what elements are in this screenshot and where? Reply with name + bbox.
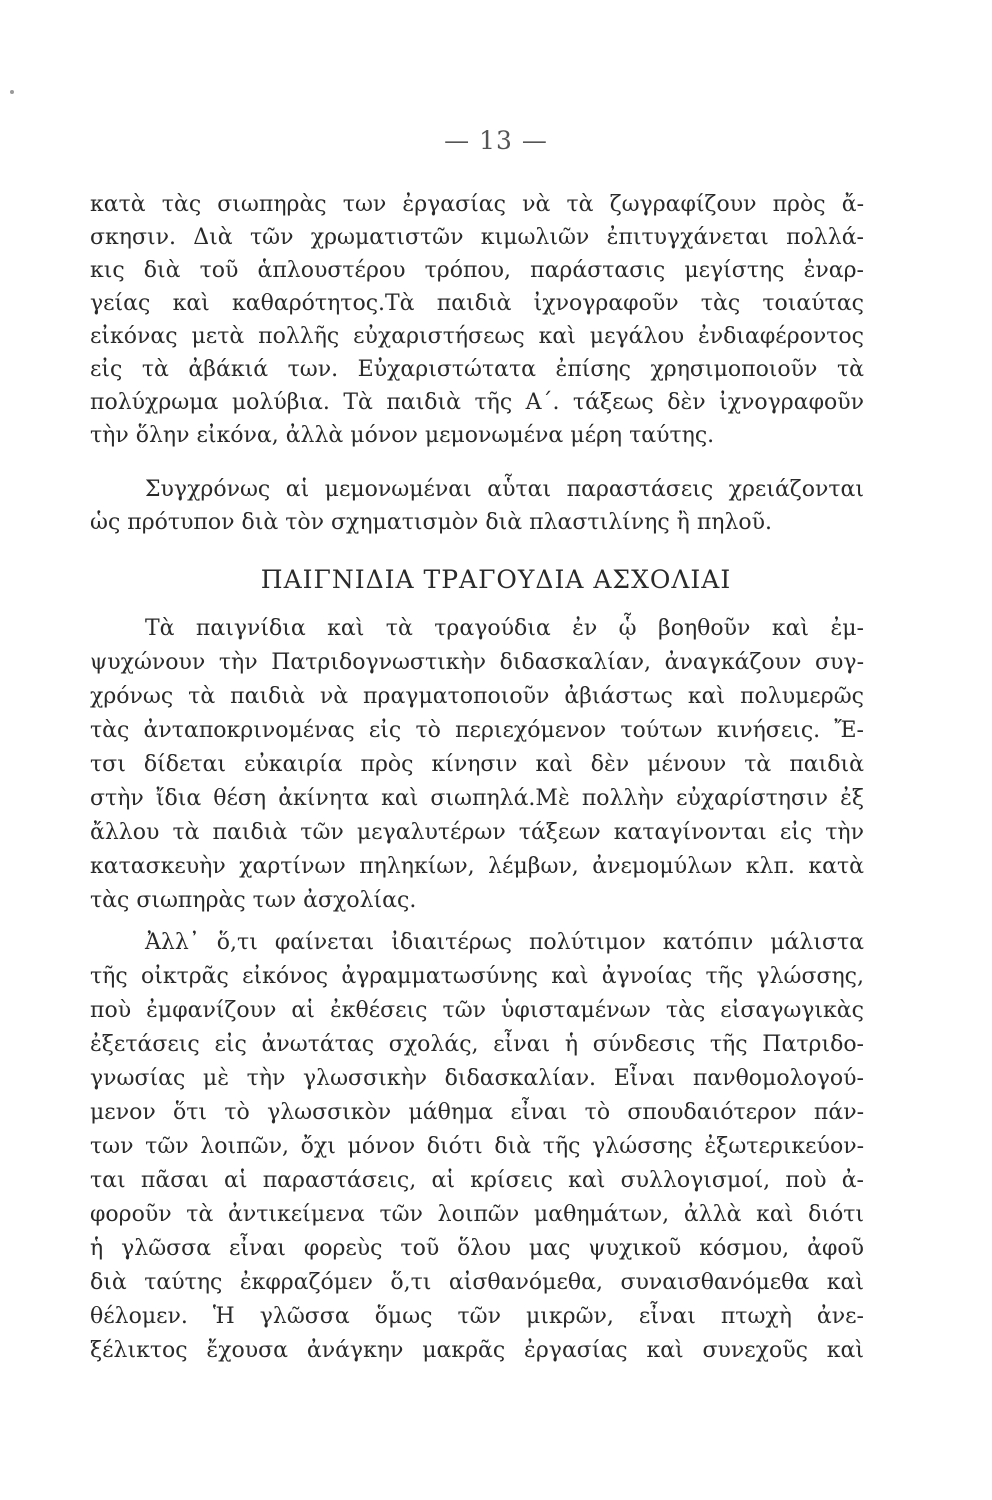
- text-line: Συγχρόνως αἱ μεμονωμέναι αὗται παραστάσεις χρειάζονται: [145, 477, 864, 502]
- text-line: τὰς ἀνταποκρινομένας εἰς τὸ περιεχόμενον τούτων κινήσεις. Ἔ-: [90, 718, 864, 743]
- text-line: πολύχρωμα μολύβια. Τὰ παιδιὰ τῆς Α΄. τάξεως δὲν ἰχνογραφοῦν: [90, 390, 864, 415]
- text-line: ψυχώνουν τὴν Πατριδογνωστικὴν διδασκαλίαν, ἀναγκάζουν συγ-: [90, 650, 864, 675]
- text-line: Τὰ παιγνίδια καὶ τὰ τραγούδια ἐν ᾧ βοηθοῦν καὶ ἐμ-: [145, 616, 864, 641]
- text-line: τὰς σιωπηρὰς των ἀσχολίας.: [90, 888, 417, 913]
- page-number: — 13 —: [444, 126, 548, 155]
- ink-speck: [10, 90, 14, 94]
- text-line: γείας καὶ καθαρότητος.Τὰ παιδιὰ ἰχνογραφοῦν τὰς τοιαύτας: [90, 291, 864, 316]
- text-line: κις διὰ τοῦ ἁπλουστέρου τρόπου, παράστασις μεγίστης ἐναρ-: [90, 258, 864, 283]
- text-line: Ἀλλ᾽ ὅ,τι φαίνεται ἰδιαιτέρως πολύτιμον κατόπιν μάλιστα: [145, 930, 864, 955]
- text-line: ἐξετάσεις εἰς ἀνωτάτας σχολάς, εἶναι ἡ σύνδεσις τῆς Πατριδο-: [90, 1032, 864, 1057]
- text-line: σκησιν. Διὰ τῶν χρωματιστῶν κιμωλιῶν ἐπιτυγχάνεται πολλά-: [90, 225, 864, 250]
- text-line: εἰς τὰ ἀβάκιά των. Εὐχαριστώτατα ἐπίσης χρησιμοποιοῦν τὰ: [90, 357, 864, 382]
- text-line: τῆς οἰκτρᾶς εἰκόνος ἀγραμματωσύνης καὶ ἀγνοίας τῆς γλώσσης,: [90, 964, 864, 989]
- text-line: φοροῦν τὰ ἀντικείμενα τῶν λοιπῶν μαθημάτων, ἀλλὰ καὶ διότι: [90, 1202, 864, 1227]
- text-line: εἰκόνας μετὰ πολλῆς εὐχαριστήσεως καὶ μεγάλου ἐνδιαφέροντος: [90, 324, 864, 349]
- text-line: ξέλικτος ἔχουσα ἀνάγκην μακρᾶς ἐργασίας καὶ συνεχοῦς καὶ: [90, 1338, 864, 1363]
- text-line: κατασκευὴν χαρτίνων πηληκίων, λέμβων, ἀνεμομύλων κλπ. κατὰ: [90, 854, 864, 879]
- text-line: γνωσίας μὲ τὴν γλωσσικὴν διδασκαλίαν. Εἶναι πανθομολογού-: [90, 1066, 864, 1091]
- text-line: των τῶν λοιπῶν, ὄχι μόνον διότι διὰ τῆς γλώσσης ἐξωτερικεύον-: [90, 1134, 864, 1159]
- text-line: τσι δίδεται εὐκαιρία πρὸς κίνησιν καὶ δὲν μένουν τὰ παιδιὰ: [90, 752, 864, 777]
- text-line: χρόνως τὰ παιδιὰ νὰ πραγματοποιοῦν ἀβιάστως καὶ πολυμερῶς: [90, 684, 864, 709]
- text-line: τὴν ὅλην εἰκόνα, ἀλλὰ μόνον μεμονωμένα μέρη ταύτης.: [90, 423, 715, 448]
- text-line: διὰ ταύτης ἐκφραζόμεν ὅ,τι αἰσθανόμεθα, συναισθανόμεθα καὶ: [90, 1270, 864, 1295]
- text-line: κατὰ τὰς σιωπηρὰς των ἐργασίας νὰ τὰ ζωγραφίζουν πρὸς ἄ-: [90, 192, 864, 217]
- text-line: θέλομεν. Ἡ γλῶσσα ὅμως τῶν μικρῶν, εἶναι πτωχὴ ἀνε-: [90, 1304, 864, 1329]
- text-line: ποὺ ἐμφανίζουν αἱ ἐκθέσεις τῶν ὑφισταμένων τὰς εἰσαγωγικὰς: [90, 998, 864, 1023]
- text-line: στὴν ἴδια θέση ἀκίνητα καὶ σιωπηλά.Μὲ πολλὴν εὐχαρίστησιν ἐξ: [90, 786, 864, 811]
- text-line: ὡς πρότυπον διὰ τὸν σχηματισμὸν διὰ πλαστιλίνης ἢ πηλοῦ.: [90, 510, 773, 535]
- text-line: ται πᾶσαι αἱ παραστάσεις, αἱ κρίσεις καὶ συλλογισμοί, ποὺ ἀ-: [90, 1168, 864, 1193]
- text-line: ἄλλου τὰ παιδιὰ τῶν μεγαλυτέρων τάξεων καταγίνονται εἰς τὴν: [90, 820, 864, 845]
- text-line: μενον ὅτι τὸ γλωσσικὸν μάθημα εἶναι τὸ σπουδαιότερον πάν-: [90, 1100, 864, 1125]
- text-line: ἡ γλῶσσα εἶναι φορεὺς τοῦ ὅλου μας ψυχικοῦ κόσμου, ἀφοῦ: [90, 1236, 864, 1261]
- section-heading: ΠΑΙΓΝΙΔΙΑ ΤΡΑΓΟΥΔΙΑ ΑΣΧΟΛΙΑΙ: [260, 565, 732, 594]
